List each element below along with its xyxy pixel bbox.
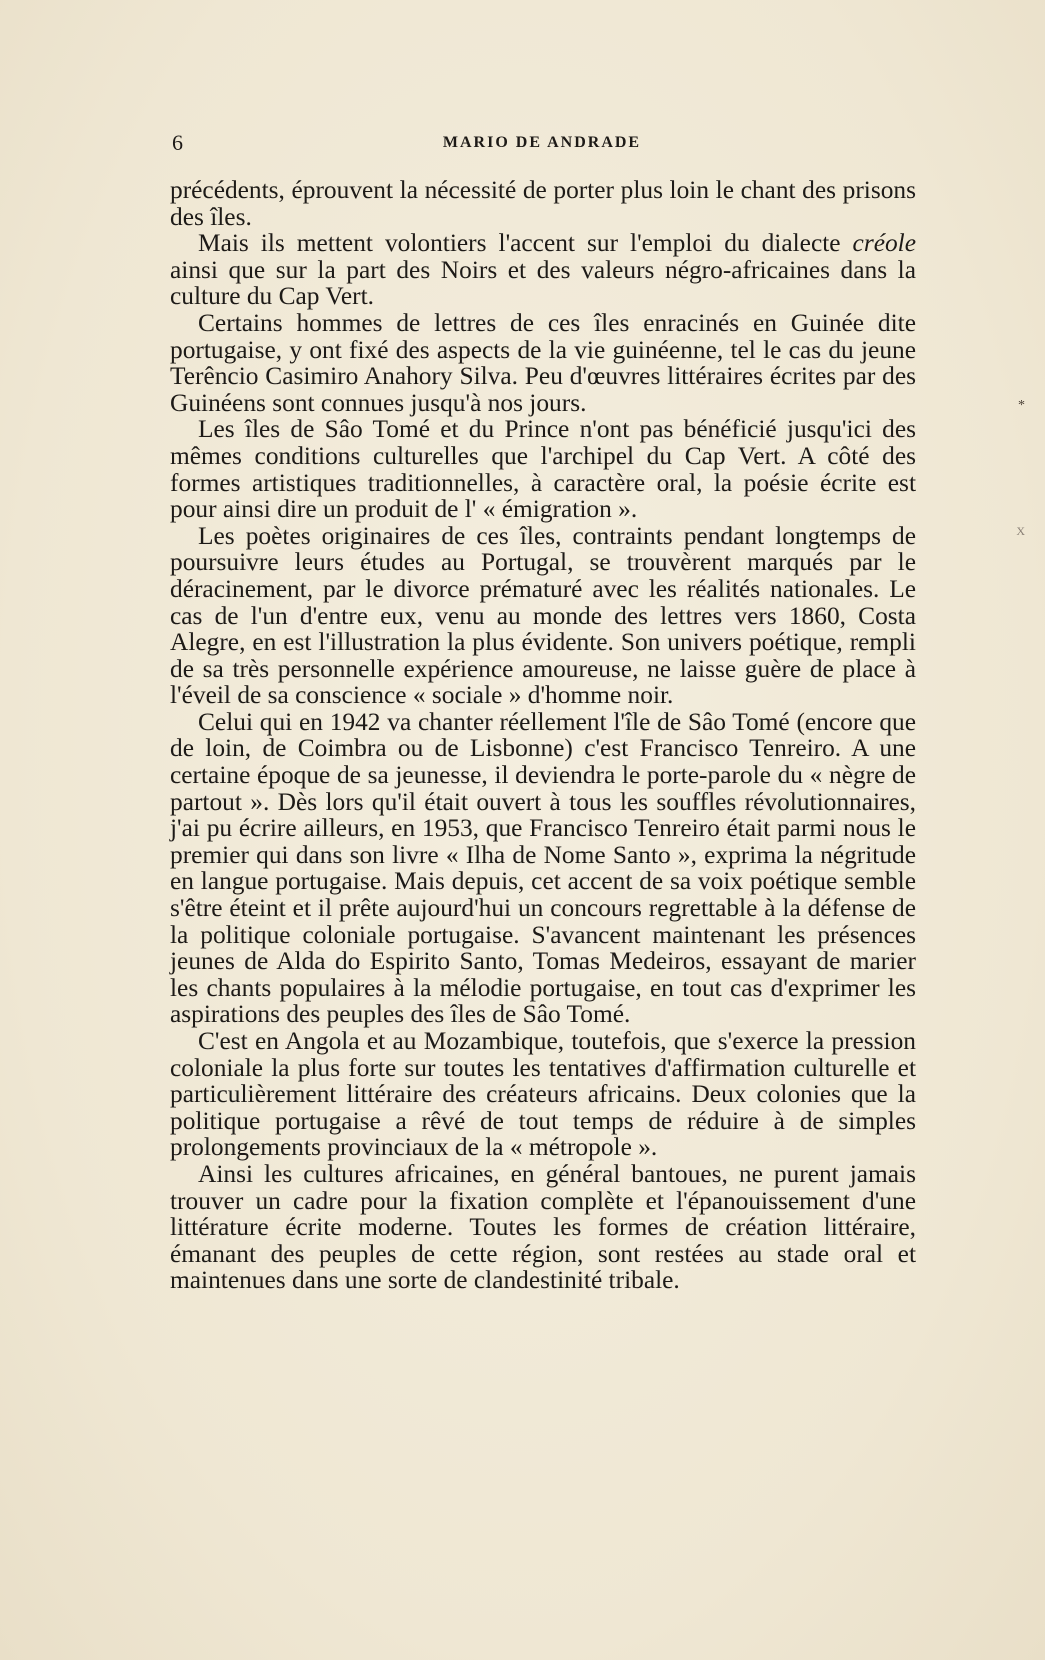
paragraph-6: Celui qui en 1942 va chanter réellement l'île de Sâo Tomé (encore que de loin, de Coimbra ou de Lisbonne) c'est Francisco Tenreiro. A une certaine époque de sa jeunesse, il deviendra le porte-parole du « nègre de partout ». Dès lors qu'il était ouvert à tous les souffles révolutionnaires, j'ai pu écrire ailleurs, en 1953, que Francisco Tenreiro était parmi nous le premier qui dans son livre « Ilha de Nome Santo », exprima la négritude en langue portugaise. Mais depuis, cet accent de sa voix poétique semble s'être éteint et il prête aujourd'hui un concours regrettable à la défense de la politique coloniale portugaise. S'avancent maintenant les présences jeunes de Alda do Espirito Santo, Tomas Medeiros, essayant de marier les chants populaires à la mélodie portugaise, en tout cas d'exprimer les aspirations des peuples des îles de Sâo Tomé. <box>170 707 916 1029</box>
body-text <box>170 177 916 1294</box>
paragraph-1: précédents, éprouvent la nécessité de porter plus loin le chant des prisons des îles. <box>170 176 916 231</box>
margin-mark: * <box>1018 398 1025 413</box>
paragraph-2 <box>170 230 916 310</box>
page-number: 6 <box>172 130 183 155</box>
margin-mark: X <box>1016 524 1025 538</box>
paragraph-4: Les îles de Sâo Tomé et du Prince n'ont pas bénéficié jusqu'ici des mêmes conditions culturelles que l'archipel du Cap Vert. A côté des formes artistiques traditionnelles, à caractère oral, la poésie écrite est pour ainsi dire un produit de l' « émigration ». <box>170 415 916 524</box>
paragraph-2-before: Mais ils mettent volontiers l'accent sur l'emploi du dialecte <box>198 229 853 258</box>
paragraph-8: Ainsi les cultures africaines, en général bantoues, ne purent jamais trouver un cadre pour la fixation complète et l'épanouissement d'une littérature écrite moderne. Toutes les formes de création littéraire, émanant des peuples de cette région, sont restées au stade oral et maintenues dans une sorte de clandestinité tribale. <box>170 1159 916 1295</box>
italic-term-creole: créole <box>852 229 916 258</box>
paragraph-3: Certains hommes de lettres de ces îles enracinés en Guinée dite portugaise, y ont fixé des aspects de la vie guinéenne, tel le cas du jeune Terêncio Casimiro Anahory Silva. Peu d'œuvres littéraires écrites par des Guinéens sont connues jusqu'à nos jours. <box>170 308 916 417</box>
paragraph-2-after: ainsi que sur la part des Noirs et des valeurs négro-africaines dans la culture du Cap Vert. <box>170 255 916 311</box>
running-head <box>172 128 912 158</box>
paragraph-5: Les poètes originaires de ces îles, contraints pendant longtemps de poursuivre leurs études au Portugal, se trouvèrent marqués par le déracinement, par le divorce prématuré avec les réalités nationales. Le cas de l'un d'entre eux, venu au monde des lettres vers 1860, Costa Alegre, en est l'illustration la plus évidente. Son univers poétique, rempli de sa très personnelle expérience amoureuse, ne laisse guère de place à l'éveil de sa conscience « sociale » d'homme noir. <box>170 521 916 710</box>
paragraph-7: C'est en Angola et au Mozambique, toutefois, que s'exerce la pression coloniale la plus forte sur toutes les tentatives d'affirmation culturelle et particulièrement littéraire des créateurs africains. Deux colonies que la politique portugaise a rêvé de tout temps de réduire à de simples prolongements provinciaux de la « métropole ». <box>170 1027 916 1162</box>
header-author: MARIO DE ANDRADE <box>442 134 642 151</box>
